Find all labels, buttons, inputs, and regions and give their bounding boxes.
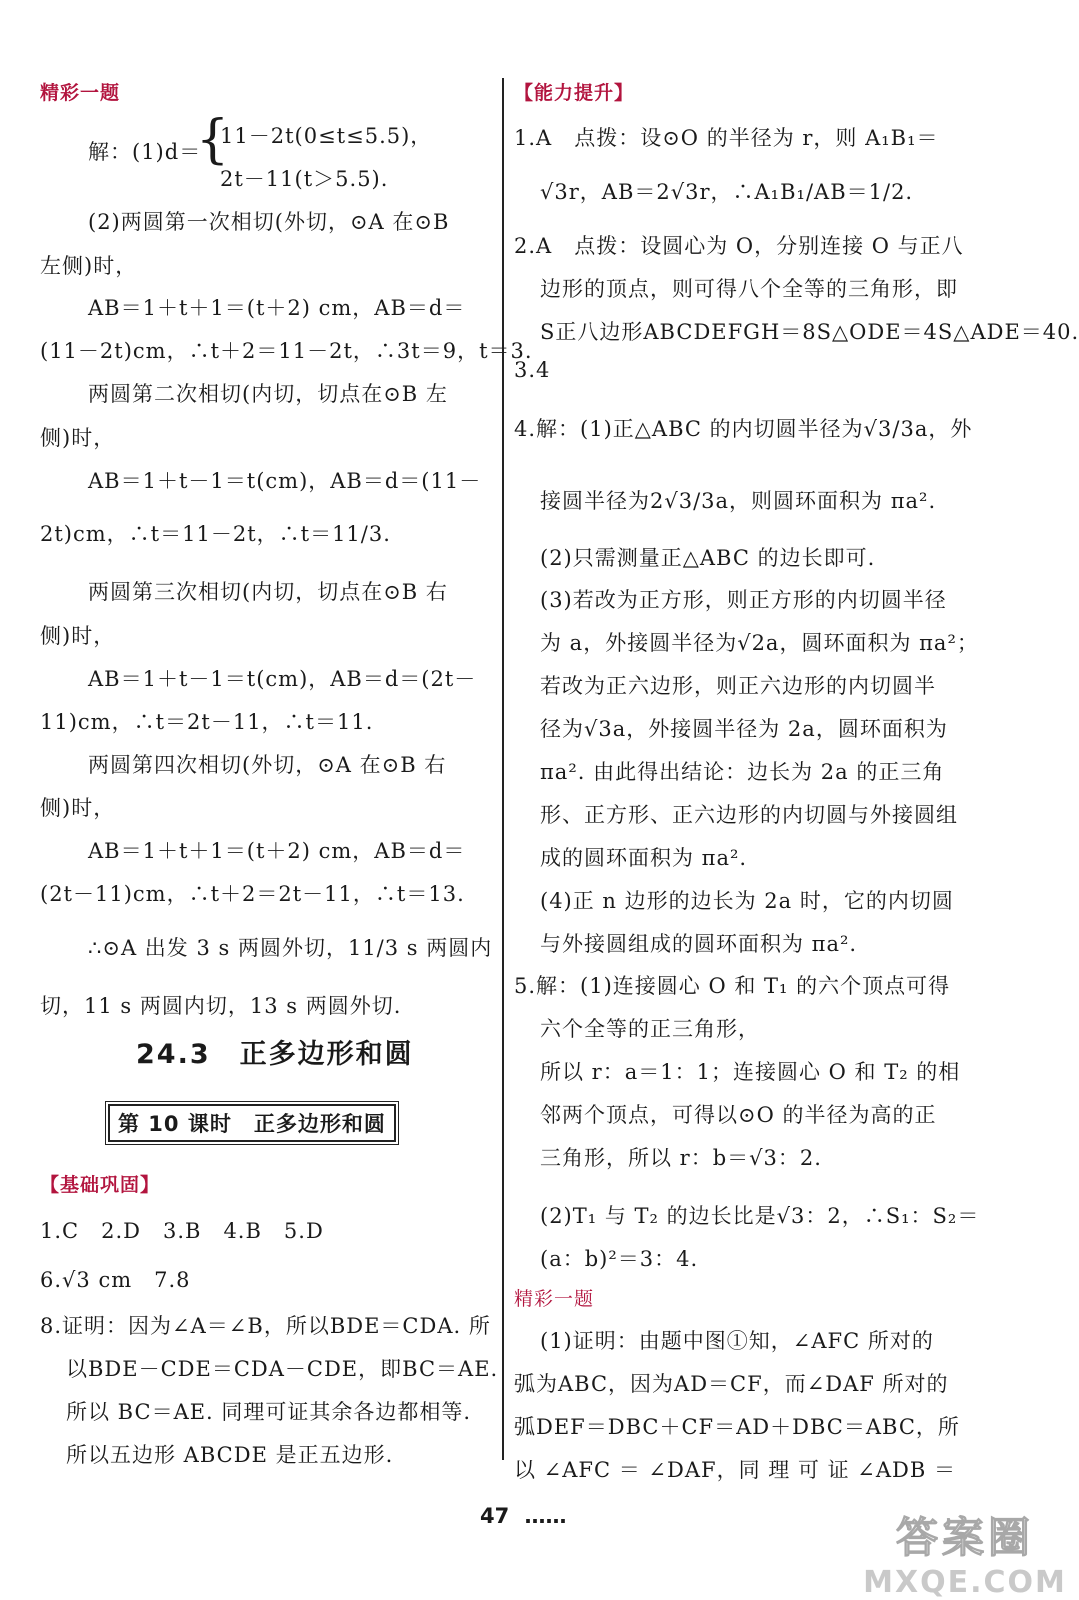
text-line: 弧为ABC，因为AD＝CF，而∠DAF 所对的	[514, 1372, 949, 1396]
section-heading-advanced: 【能力提升】	[514, 82, 635, 104]
text-line: ∴⊙A 出发 3 s 两圆外切，11/3 s 两圆内	[88, 936, 493, 960]
text-line: (2)两圆第一次相切(外切，⊙A 在⊙B	[88, 210, 450, 234]
section-heading-highlight-2: 精彩一题	[514, 1288, 595, 1310]
text-line: 所以 r：a＝1：1；连接圆心 O 和 T₂ 的相	[540, 1060, 961, 1084]
text-line: 两圆第二次相切(内切，切点在⊙B 左	[88, 382, 448, 406]
text-line: S正八边形ABCDEFGH＝8S△ODE＝4S△ADE＝40.	[540, 320, 1079, 344]
text-line: (2t－11)cm，∴t＋2＝2t－11，∴t＝13.	[40, 882, 465, 906]
solution-prefix: 解：(1)d＝	[88, 140, 202, 164]
text-line: 弧DEF＝DBC＋CF＝AD＋DBC＝ABC，所	[514, 1415, 960, 1439]
text-line: AB＝1＋t－1＝t(cm)，AB＝d＝(2t－	[88, 667, 477, 691]
watermark-url: MXQE.COM	[863, 1565, 1067, 1600]
text-line: 4.解：(1)正△ABC 的内切圆半径为√3/3a，外	[514, 417, 973, 441]
page-number-value: 47	[480, 1504, 510, 1528]
text-line: 两圆第三次相切(内切，切点在⊙B 右	[88, 580, 448, 604]
text-line: 以 ∠AFC ＝ ∠DAF，同 理 可 证 ∠ADB ＝	[514, 1458, 957, 1482]
page-dots: ……	[524, 1504, 567, 1528]
case-1: 11－2t(0≤t≤5.5)，	[220, 124, 433, 148]
text-line: 若改为正六边形，则正六边形的内切圆半	[540, 674, 936, 698]
text-line: 切，11 s 两圆内切，13 s 两圆外切.	[40, 994, 402, 1018]
text-line: (11－2t)cm，∴t＋2＝11－2t，∴3t＝9，t＝3.	[40, 339, 533, 363]
text-line: 边形的顶点，则可得八个全等的三角形，即	[540, 277, 958, 301]
watermark-logo: 答案圈	[895, 1513, 1034, 1562]
text-line: 所以 BC＝AE. 同理可证其余各边都相等.	[66, 1400, 472, 1424]
text-line: 2t)cm，∴t＝11－2t，∴t＝11/3.	[40, 522, 391, 546]
text-line: (2)只需测量正△ABC 的边长即可.	[540, 546, 876, 570]
text-line: 11)cm，∴t＝2t－11，∴t＝11.	[40, 710, 374, 734]
text-line: (2)T₁ 与 T₂ 的边长比是√3：2，∴S₁：S₂＝	[540, 1204, 980, 1228]
case-2: 2t－11(t＞5.5).	[220, 167, 389, 191]
section-title: 24.3 正多边形和圆	[136, 1039, 414, 1070]
text-line: AB＝1＋t＋1＝(t＋2) cm，AB＝d＝	[88, 839, 466, 863]
text-line: 六个全等的正三角形，	[540, 1017, 760, 1041]
answers-row-1: 1.C 2.D 3.B 4.B 5.D	[40, 1219, 324, 1243]
text-line: 1.A 点拨：设⊙O 的半径为 r，则 A₁B₁＝	[514, 126, 939, 150]
text-line: πa². 由此得出结论：边长为 2a 的正三角	[540, 760, 945, 784]
text-line: √3r，AB＝2√3r，∴A₁B₁/AB＝1/2.	[540, 180, 914, 204]
text-line: 侧)时，	[40, 796, 116, 820]
text-line: 2.A 点拨：设圆心为 O，分别连接 O 与正八	[514, 234, 964, 258]
text-line: (a：b)²＝3：4.	[540, 1247, 699, 1271]
text-line: (1)证明：由题中图①知，∠AFC 所对的	[540, 1329, 934, 1353]
text-line: 形、正方形、正六边形的内切圆与外接圆组	[540, 803, 958, 827]
text-line: 邻两个顶点，可得以⊙O 的半径为高的正	[540, 1103, 937, 1127]
text-line: AB＝1＋t－1＝t(cm)，AB＝d＝(11－	[88, 469, 482, 493]
section-heading-basic: 【基础巩固】	[40, 1174, 161, 1196]
text-line: 8.证明：因为∠A＝∠B，所以BDE＝CDA. 所	[40, 1314, 491, 1338]
text-line: 成的圆环面积为 πa².	[540, 846, 748, 870]
text-line: AB＝1＋t＋1＝(t＋2) cm，AB＝d＝	[88, 296, 466, 320]
text-line: (4)正 n 边形的边长为 2a 时，它的内切圆	[540, 889, 954, 913]
answers-row-2: 6.√3 cm 7.8	[40, 1268, 191, 1292]
text-line: (3)若改为正方形，则正方形的内切圆半径	[540, 588, 947, 612]
page-number	[480, 1504, 567, 1528]
text-line: 5.解：(1)连接圆心 O 和 T₁ 的六个顶点可得	[514, 974, 951, 998]
text-line: 侧)时，	[40, 426, 116, 450]
text-line: 接圆半径为2√3/3a，则圆环面积为 πa².	[540, 489, 937, 513]
text-line: 与外接圆组成的圆环面积为 πa².	[540, 932, 858, 956]
text-line: 两圆第四次相切(外切，⊙A 在⊙B 右	[88, 753, 447, 777]
text-line: 侧)时，	[40, 624, 116, 648]
text-line: 所以五边形 ABCDE 是正五边形.	[66, 1443, 394, 1467]
section-heading-highlight: 精彩一题	[40, 82, 121, 104]
text-line: 为 a，外接圆半径为√2a，圆环面积为 πa²；	[540, 631, 979, 655]
brace: {	[196, 110, 231, 170]
text-line: 径为√3a，外接圆半径为 2a，圆环面积为	[540, 717, 948, 741]
text-line: 3.4	[514, 358, 551, 382]
text-line: 三角形，所以 r：b＝√3：2.	[540, 1146, 822, 1170]
watermark	[860, 1505, 1070, 1600]
text-line: 左侧)时，	[40, 254, 138, 278]
column-divider	[502, 78, 504, 1460]
lesson-title-box: 第 10 课时 正多边形和圆	[108, 1104, 396, 1142]
text-line: 以BDE－CDE＝CDA－CDE，即BC＝AE.	[66, 1357, 499, 1381]
